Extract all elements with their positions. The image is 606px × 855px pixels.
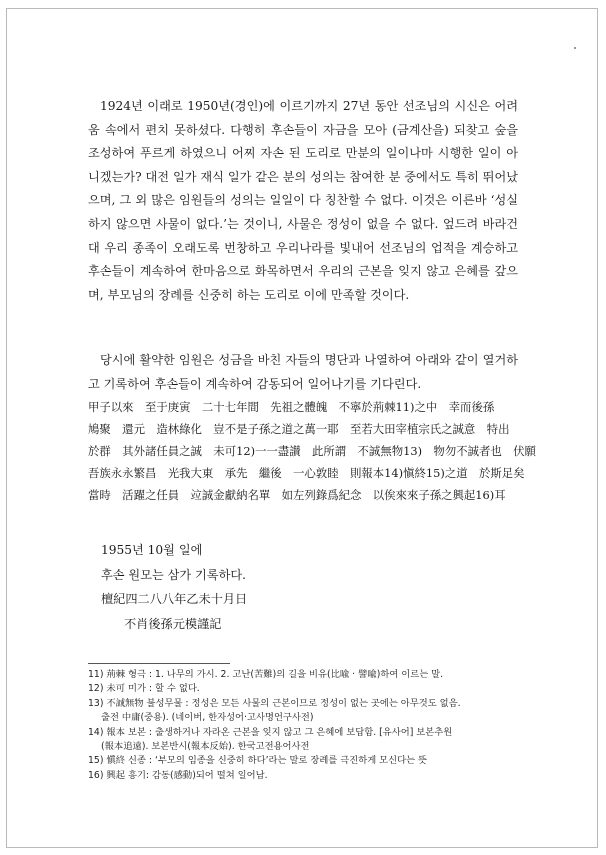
closing-record: 후손 원모는 삼가 기록하다.	[101, 568, 247, 582]
paragraph-officers: 당시에 활약한 임원은 성금을 바친 자들의 명단과 나열하여 아래와 같이 열거하고 기록하여 후손들이 계속하여 감동되어 일어나기를 기다린다.	[88, 353, 518, 391]
footnote-divider	[88, 663, 230, 664]
footnote-item: 14) 報本 보본 : 출생하거나 자라온 근본을 잊지 않고 그 은혜에 보답함. [유사어] 보본추원	[88, 726, 453, 738]
hanja-line: 甲子以來 至于庚寅 二十七年間 先祖之體魄 不寧於荊棘11)之中 幸而後孫	[88, 400, 495, 414]
footnote-item: 15) 愼終 신종 : ‘부모의 임종을 신중히 하다’라는 말로 장례를 극진하게 모신다는 뜻	[88, 755, 427, 767]
footnote-continuation: 출전 中庸(중용). (네이버, 한자성어·고사명언구사전)	[101, 712, 314, 724]
closing-dangi-date: 檀紀四二八八年乙未十月日	[101, 592, 248, 606]
footnotes	[88, 668, 528, 783]
paragraph-history: 1924년 이래로 1950년(경인)에 이르기까지 27년 동안 선조님의 시신은 어려움 속에서 편치 못하셨다. 다행히 후손들이 자금을 모아 (금계산을) 되찾고 숲을 조성하여 푸르게 하였으니 어찌 자손 된 도리로 만분의 일이나마 시행한 일이 아니겠는가? 대전 일가 재식 일가 같은 분의 성의는 참여한 분 중에서도 특히 뛰어났으며, 그 외 많은 임원들의 성의는 일일이 다 칭찬할 수 없다. 이것은 이른바 ‘성실하지 않으면 사물이 없다.’는 것이니, 사물은 정성이 없을 수 없다. 엎드려 바라건대 우리 종족이 오래도록 번창하고 우리나라를 빛내어 선조님의 업적을 계승하고 후손들이 계속하여 한마음으로 화목하면서 우리의 근본을 잊지 않고 은혜를 갚으며, 부모님의 장례를 신중히 하는 도리로 이에 만족할 것이다.	[88, 99, 518, 302]
hanja-line: 吾族永永繁昌 光我大東 承先 繼後 一心敦睦 則報本14)愼終15)之道 於斯足矣	[88, 465, 525, 480]
hanja-text-block	[88, 397, 536, 507]
closing-signature: 不肖後孫元模謹記	[124, 617, 222, 631]
hanja-line: 於群 其外諸任員之誠 未可12)一一盡讃 此所謂 不誠無物13) 物勿不誠者也 伏願	[88, 443, 536, 458]
scan-speck	[574, 47, 576, 49]
footnote-item: 11) 荊棘 형극 : 1. 나무의 가시. 2. 고난(苦難)의 길을 비유(比喩 · 譬喩)하여 이르는 말.	[88, 669, 444, 680]
hanja-line: 當時 活躍之任員 竝誠金獻納名單 如左列錄爲紀念 以俟來來子孫之興起16)耳	[88, 487, 506, 502]
footnote-item: 12) 未可 미가 : 할 수 없다.	[88, 683, 200, 695]
footnote-item: 13) 不誠無物 불성무물 : 정성은 모든 사물의 근본이므로 정성이 없는 곳에는 아무것도 없음.	[88, 697, 461, 709]
hanja-line: 鳩聚 還元 造林綠化 豈不是子孫之道之萬一耶 至若大田宰植宗氏之誠意 特出	[88, 421, 510, 436]
closing-date: 1955년 10월 일에	[101, 543, 203, 557]
footnote-item: 16) 興起 흥기: 감동(感動)되어 떨쳐 일어남.	[88, 769, 268, 781]
footnote-continuation: (報本追遠). 보본반시(報本反始). 한국고전용어사전	[101, 741, 310, 753]
